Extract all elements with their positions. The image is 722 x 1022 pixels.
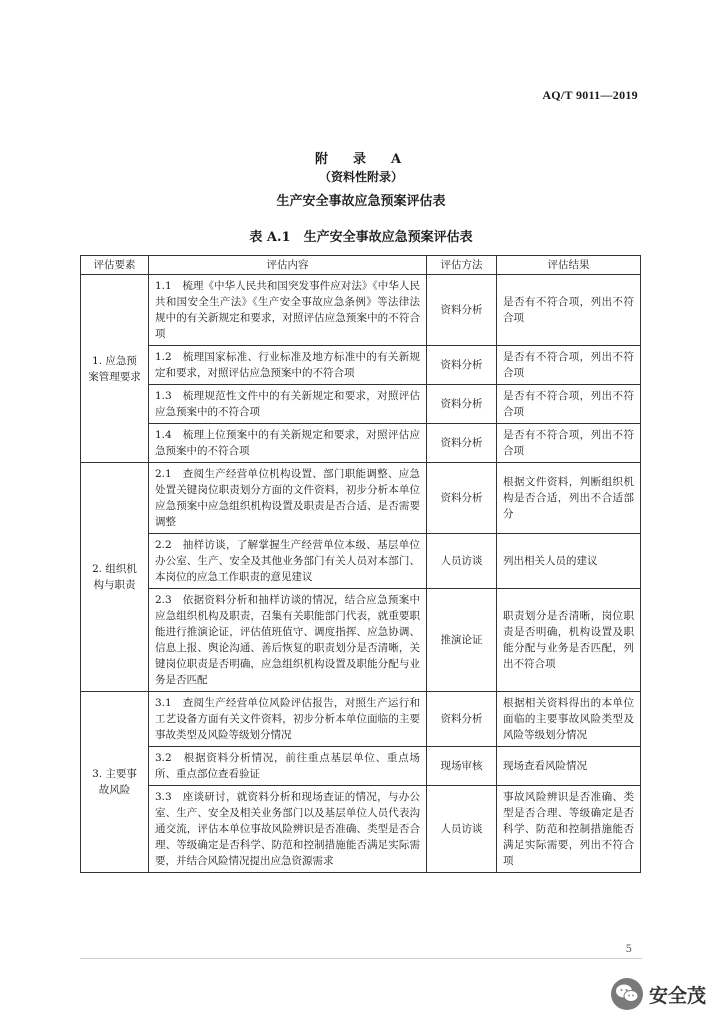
evaluation-method: 资料分析 (427, 692, 497, 747)
column-header: 评估结果 (497, 256, 641, 275)
watermark (611, 978, 706, 1010)
table-caption: 表 A.1 生产安全事故应急预案评估表 (249, 230, 473, 245)
wechat-icon (611, 978, 643, 1010)
table-row (81, 385, 641, 424)
evaluation-method: 人员访谈 (427, 534, 497, 589)
evaluation-result: 是否有不符合项，列出不符合项 (497, 424, 641, 463)
table-row (81, 463, 641, 534)
table-row (81, 275, 641, 346)
evaluation-method: 资料分析 (427, 275, 497, 346)
evaluation-method: 人员访谈 (427, 786, 497, 873)
evaluation-method: 资料分析 (427, 463, 497, 534)
evaluation-content: 3.2 根据资料分析情况，前往重点基层单位、重点场所、重点部位查看验证 (149, 747, 427, 786)
evaluation-content: 2.2 抽样访谈，了解掌握生产经营单位本级、基层单位办公室、生产、安全及其他业务部门有关人员对本部门、本岗位的应急工作职责的意见建议 (149, 534, 427, 589)
evaluation-content: 3.3 座谈研讨，就资料分析和现场查证的情况，与办公室、生产、安全及相关业务部门以及基层单位人员代表沟通交流，评估本单位事故风险辨识是否准确、类型是否合理、等级确定是否科学、防范和控制措施能否满足实际需要，并结合风险情况提出应急资源需求 (149, 786, 427, 873)
table-row (81, 346, 641, 385)
appendix-heading: 生产安全事故应急预案评估表 (276, 194, 446, 209)
evaluation-table (80, 255, 641, 873)
column-header: 评估内容 (149, 256, 427, 275)
table-row (81, 589, 641, 692)
evaluation-method: 资料分析 (427, 424, 497, 463)
evaluation-content: 1.2 梳理国家标准、行业标准及地方标准中的有关新规定和要求，对照评估应急预案中的不符合项 (149, 346, 427, 385)
evaluation-method: 资料分析 (427, 385, 497, 424)
evaluation-method: 现场审核 (427, 747, 497, 786)
evaluation-result: 职责划分是否清晰，岗位职责是否明确，机构设置及职能分配与业务是否匹配，列出不符合项 (497, 589, 641, 692)
evaluation-content: 1.4 梳理上位预案中的有关新规定和要求，对照评估应急预案中的不符合项 (149, 424, 427, 463)
table-row (81, 534, 641, 589)
table-row (81, 747, 641, 786)
evaluation-result: 是否有不符合项，列出不符合项 (497, 346, 641, 385)
column-header: 评估要素 (81, 256, 149, 275)
table-row (81, 786, 641, 873)
column-header: 评估方法 (427, 256, 497, 275)
evaluation-result: 列出相关人员的建议 (497, 534, 641, 589)
evaluation-element: 2. 组织机构与职责 (81, 463, 149, 692)
evaluation-result: 根据相关资料得出的本单位面临的主要事故风险类型及风险等级划分情况 (497, 692, 641, 747)
table-row (81, 424, 641, 463)
evaluation-result: 事故风险辨识是否准确、类型是否合理、等级确定是否科学、防范和控制措施能否满足实际需要，列出不符合项 (497, 786, 641, 873)
evaluation-content: 3.1 查阅生产经营单位风险评估报告，对照生产运行和工艺设备方面有关文件资料，初步分析本单位面临的主要事故类型及风险等级划分情况 (149, 692, 427, 747)
evaluation-element: 1. 应急预案管理要求 (81, 275, 149, 463)
evaluation-result: 根据文件资料，判断组织机构是否合适，列出不合适部分 (497, 463, 641, 534)
standard-code: AQ/T 9011—2019 (542, 88, 638, 102)
evaluation-content: 1.3 梳理规范性文件中的有关新规定和要求，对照评估应急预案中的不符合项 (149, 385, 427, 424)
evaluation-method: 推演论证 (427, 589, 497, 692)
footer-divider (80, 958, 642, 959)
evaluation-result: 是否有不符合项，列出不符合项 (497, 385, 641, 424)
appendix-title: 附 录 A (314, 152, 408, 167)
evaluation-content: 2.3 依据资料分析和抽样访谈的情况，结合应急预案中应急组织机构及职责，召集有关职能部门代表，就重要职能进行推演论证，评估值班值守、调度指挥、应急协调、信息上报、舆论沟通、善后恢复的职责划分是否清晰，关键岗位职责是否明确，应急组织机构设置及职能分配与业务是否匹配 (149, 589, 427, 692)
evaluation-content: 1.1 梳理《中华人民共和国突发事件应对法》《中华人民共和国安全生产法》《生产安全事故应急条例》等法律法规中的有关新规定和要求，对照评估应急预案中的不符合项 (149, 275, 427, 346)
evaluation-method: 资料分析 (427, 346, 497, 385)
evaluation-result: 是否有不符合项，列出不符合项 (497, 275, 641, 346)
table-header-row (81, 256, 641, 275)
watermark-text: 安全茂 (648, 984, 706, 1007)
page-number: 5 (625, 944, 632, 955)
table-row (81, 692, 641, 747)
appendix-subtitle: （资料性附录） (318, 170, 403, 184)
evaluation-result: 现场查看风险情况 (497, 747, 641, 786)
evaluation-element: 3. 主要事故风险 (81, 692, 149, 873)
evaluation-content: 2.1 查阅生产经营单位机构设置、部门职能调整、应急处置关键岗位职责划分方面的文件资料，初步分析本单位应急预案中应急组织机构设置及职责是否合适、是否需要调整 (149, 463, 427, 534)
